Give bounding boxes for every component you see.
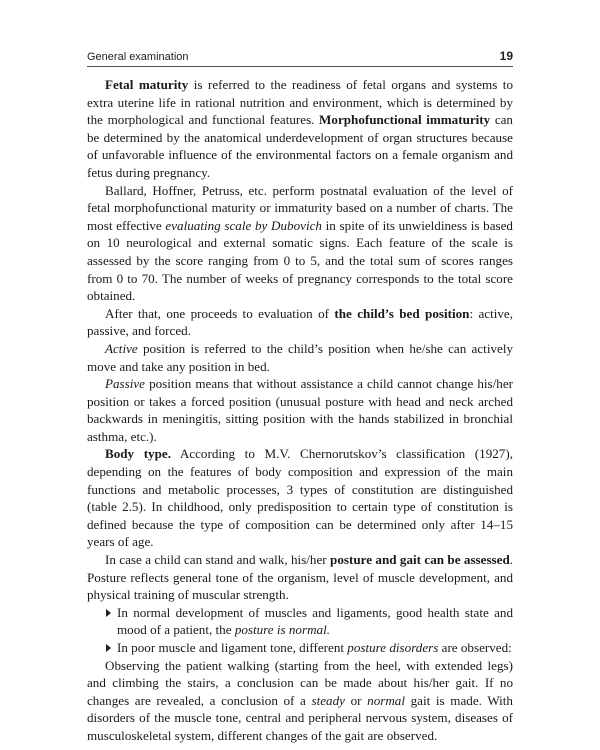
paragraph-body-type <box>87 445 513 551</box>
paragraph-evaluation-scales <box>87 182 513 305</box>
term-passive: Passive <box>105 376 145 392</box>
list-item <box>87 604 513 639</box>
paragraph-active-position <box>87 340 513 375</box>
text-span: In poor muscle and ligament tone, different <box>117 640 348 655</box>
posture-list <box>87 604 513 657</box>
section-title: General examination <box>87 51 189 63</box>
text-span: is referred to the readiness of fetal organs and systems to extra uterine life in rational nutrition and environment, which is determined by the morphological and functional features. <box>87 77 513 128</box>
text-span: in spite of its unwieldiness is based on 10 neurological and external somatic signs. Each feature of the scale is assessed by the score ranging from 0 to 5, and the total sum of scores ranges from 0 to 70. The number of weeks of pregnancy corresponds to the total score obtained. <box>87 217 513 304</box>
term-posture-gait: posture and gait can be assessed <box>330 552 510 568</box>
paragraph-fetal-maturity <box>87 76 513 182</box>
text-span: Ballard, Hoffner, Petruss, etc. perform postnatal evaluation of the level of fetal morphofunctional maturity or immaturity based on a number of charts. The most effective <box>87 182 513 233</box>
text-span: In normal development of muscles and ligaments, good health state and mood of a patient, the <box>117 604 513 638</box>
term-fetal-maturity: Fetal maturity <box>105 77 189 92</box>
term-posture-disorders: posture disorders <box>347 640 439 655</box>
running-header <box>87 49 513 63</box>
triangle-bullet-icon <box>106 609 111 617</box>
text-span: position is referred to the child’s position when he/she can actively move and take any position in bed. <box>87 340 513 374</box>
text-span: are observed: <box>438 640 512 655</box>
text-span: . Posture reflects general tone of the organism, level of muscle development, and physical training of muscular strength. <box>87 552 514 603</box>
term-body-type: Body type. <box>105 446 171 462</box>
paragraph-bed-position <box>87 305 513 340</box>
text-span: After that, one proceeds to evaluation of <box>105 305 335 321</box>
list-item <box>87 639 513 657</box>
text-span: Observing the patient walking (starting from the heel, with extended legs) and climbing the stairs, a conclusion can be made about his/her gait. If no changes are revealed, a conclusion of a <box>87 657 513 708</box>
term-steady: steady <box>311 692 345 708</box>
term-posture-normal: posture is normal. <box>234 622 330 638</box>
term-dubovich-scale: evaluating scale by Dubovich <box>165 217 322 233</box>
page-body <box>87 76 513 745</box>
text-span: In case a child can stand and walk, his/her <box>105 552 331 568</box>
paragraph-gait <box>87 657 513 745</box>
term-bed-position: the child’s bed position <box>334 305 470 321</box>
text-span: or <box>344 692 368 708</box>
term-morphofunctional-immaturity: Morphofunctional immaturity <box>319 112 491 128</box>
text-span: can be determined by the anatomical underdevelopment of organ structures because of unfavorable influence of the environmental factors on a female organism and fetus during pregnancy. <box>87 112 513 180</box>
term-active: Active <box>105 340 138 356</box>
text-span: gait is made. With disorders of the muscle tone, central and peripheral nervous system, diseases of musculoskeletal system, different changes of the gait are observed. <box>87 692 513 743</box>
paragraph-posture-gait <box>87 551 513 604</box>
paragraph-passive-position <box>87 375 513 445</box>
text-span: According to M.V. Chernorutskov’s classification (1927), depending on the features of body composition and expression of the main functions and metabolic processes, 3 types of constitution are distinguished (table 2.5). In childhood, only predisposition to certain type of constitution is defined because the type of composition can be determined only after 14–15 years of age. <box>87 446 513 550</box>
text-span: : active, passive, and forced. <box>87 305 514 339</box>
term-normal: normal <box>367 692 405 708</box>
page-number: 19 <box>499 49 513 63</box>
text-span: position means that without assistance a child cannot change his/her position or takes a forced position (unusual posture with head and neck arched backwards in meningitis, sitting position with the hands stabilized in bronchial asthma, etc.). <box>87 376 513 444</box>
header-rule <box>87 66 513 67</box>
triangle-bullet-icon <box>106 644 111 652</box>
